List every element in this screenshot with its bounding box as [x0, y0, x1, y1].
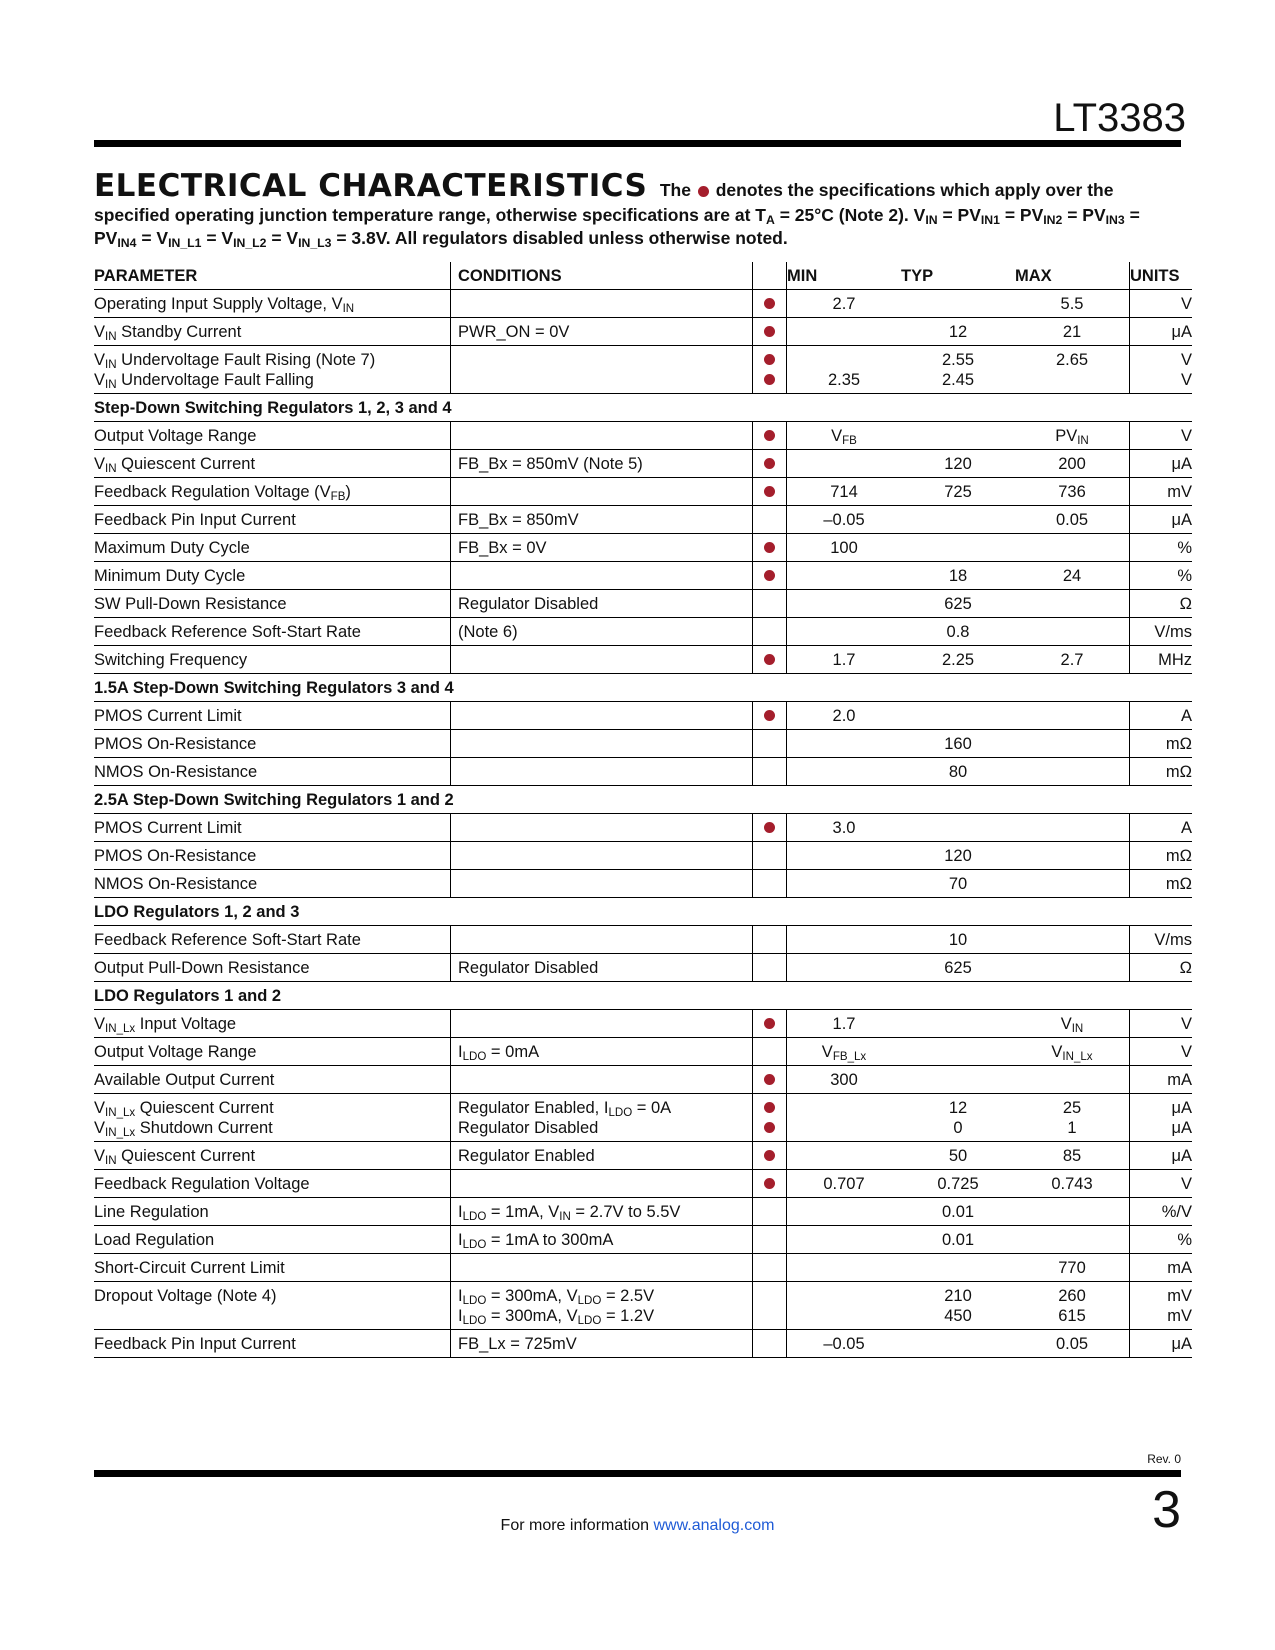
- table-cell: 80: [901, 758, 1015, 786]
- table-cell: 0.01: [901, 1226, 1015, 1254]
- bullet-icon: [764, 1018, 775, 1029]
- table-cell: 120: [901, 450, 1015, 478]
- bullet-icon: [764, 430, 775, 441]
- table-cell: 100: [787, 534, 902, 562]
- table-cell: μA: [1130, 450, 1193, 478]
- table-cell: [753, 1282, 787, 1330]
- table-cell: PMOS Current Limit: [94, 702, 451, 730]
- table-cell: [1015, 954, 1130, 982]
- table-cell: Feedback Regulation Voltage: [94, 1170, 451, 1198]
- table-row: [94, 1066, 1192, 1094]
- table-cell: [753, 758, 787, 786]
- table-cell: [451, 758, 753, 786]
- table-cell: V V: [1130, 346, 1193, 394]
- table-cell: Ω: [1130, 590, 1193, 618]
- section-row: [94, 394, 1192, 422]
- revision: Rev. 0: [1147, 1452, 1181, 1466]
- table-cell: [901, 1254, 1015, 1282]
- table-cell: [787, 954, 902, 982]
- table-cell: [451, 814, 753, 842]
- table-cell: V/ms: [1130, 926, 1193, 954]
- table-cell: [753, 590, 787, 618]
- table-cell: %: [1130, 562, 1193, 590]
- table-cell: V: [1130, 422, 1193, 450]
- table-cell: [901, 534, 1015, 562]
- table-cell: V: [1130, 290, 1193, 318]
- table-cell: [753, 814, 787, 842]
- table-cell: [787, 1254, 902, 1282]
- section-row: [94, 982, 1192, 1010]
- table-cell: Switching Frequency: [94, 646, 451, 674]
- table-cell: 25 1: [1015, 1094, 1130, 1142]
- table-cell: [753, 618, 787, 646]
- table-cell: [451, 730, 753, 758]
- table-cell: 0.01: [901, 1198, 1015, 1226]
- table-cell: $V_{IN\_Lx}$ Input Voltage: [94, 1010, 451, 1038]
- page-number: 3: [1152, 1481, 1181, 1539]
- table-cell: [787, 1094, 902, 1142]
- table-row: [94, 318, 1192, 346]
- table-cell: 714: [787, 478, 902, 506]
- table-cell: 50: [901, 1142, 1015, 1170]
- bullet-icon: [764, 654, 775, 665]
- table-cell: [451, 290, 753, 318]
- table-cell: 210 450: [901, 1282, 1015, 1330]
- table-cell: 85: [1015, 1142, 1130, 1170]
- table-cell: [1015, 618, 1130, 646]
- table-cell: 0.743: [1015, 1170, 1130, 1198]
- table-cell: [753, 346, 787, 394]
- table-cell: A: [1130, 702, 1193, 730]
- table-cell: mA: [1130, 1066, 1193, 1094]
- table-cell: 21: [1015, 318, 1130, 346]
- table-cell: $I_{LDO} = 1mA$ to 300mA: [451, 1226, 753, 1254]
- table-cell: [787, 318, 902, 346]
- table-cell: Regulator Disabled: [451, 590, 753, 618]
- table-cell: Line Regulation: [94, 1198, 451, 1226]
- table-cell: MHz: [1130, 646, 1193, 674]
- table-row: [94, 1226, 1192, 1254]
- table-cell: [451, 1254, 753, 1282]
- table-cell: 12: [901, 318, 1015, 346]
- header-conditions: CONDITIONS: [451, 262, 753, 290]
- table-cell: [901, 290, 1015, 318]
- table-cell: [753, 1038, 787, 1066]
- table-cell: Feedback Pin Input Current: [94, 506, 451, 534]
- header-typ: TYP: [901, 262, 1015, 290]
- table-cell: [451, 926, 753, 954]
- table-cell: 625: [901, 954, 1015, 982]
- table-cell: [451, 870, 753, 898]
- table-cell: $V_{IN}$ Standby Current: [94, 318, 451, 346]
- table-cell: [1015, 1198, 1130, 1226]
- footer-rule: [94, 1470, 1181, 1477]
- table-cell: Output Voltage Range: [94, 422, 451, 450]
- bullet-icon: [764, 298, 775, 309]
- table-row: [94, 618, 1192, 646]
- table-cell: [1015, 758, 1130, 786]
- table-cell: [451, 1066, 753, 1094]
- footer: [0, 1517, 1275, 1535]
- table-row: [94, 1198, 1192, 1226]
- table-cell: mΩ: [1130, 758, 1193, 786]
- table-cell: 10: [901, 926, 1015, 954]
- table-cell: 120: [901, 842, 1015, 870]
- table-row: [94, 702, 1192, 730]
- table-row: [94, 450, 1192, 478]
- table-row: [94, 954, 1192, 982]
- table-cell: 2.35: [787, 346, 902, 394]
- header-units: UNITS: [1130, 262, 1193, 290]
- table-row: [94, 534, 1192, 562]
- table-cell: $V_{IN}$ Undervoltage Fault Rising (Note 7) $V_{IN}$ Undervoltage Fault Falling: [94, 346, 451, 394]
- table-cell: μA μA: [1130, 1094, 1193, 1142]
- section-header: [94, 168, 1181, 250]
- bullet-icon: [764, 1122, 775, 1133]
- part-number: LT3383: [1053, 96, 1186, 140]
- table-cell: [1015, 814, 1130, 842]
- table-cell: –0.05: [787, 1330, 902, 1358]
- table-cell: [787, 730, 902, 758]
- table-cell: 2.7: [1015, 646, 1130, 674]
- table-cell: 770: [1015, 1254, 1130, 1282]
- table-cell: $V_{IN\_Lx}$: [1015, 1038, 1130, 1066]
- table-cell: PMOS On-Resistance: [94, 730, 451, 758]
- table-cell: [1015, 534, 1130, 562]
- table-cell: [1015, 590, 1130, 618]
- table-cell: Feedback Pin Input Current: [94, 1330, 451, 1358]
- table-cell: 1.7: [787, 1010, 902, 1038]
- table-cell: PWR_ON = 0V: [451, 318, 753, 346]
- table-cell: NMOS On-Resistance: [94, 870, 451, 898]
- table-cell: 260 615: [1015, 1282, 1130, 1330]
- table-cell: $I_{LDO} = 1mA$, $V_{IN} = 2.7V$ to 5.5V: [451, 1198, 753, 1226]
- table-cell: PMOS Current Limit: [94, 814, 451, 842]
- table-cell: [1015, 1226, 1130, 1254]
- table-cell: [753, 422, 787, 450]
- table-cell: [753, 1226, 787, 1254]
- table-header-row: [94, 262, 1192, 290]
- table-cell: [787, 590, 902, 618]
- section-row: [94, 674, 1192, 702]
- bullet-icon: [764, 1102, 775, 1113]
- table-cell: [787, 1282, 902, 1330]
- electrical-characteristics-table: [94, 262, 1192, 1358]
- bullet-icon: [764, 1150, 775, 1161]
- table-cell: 2.65: [1015, 346, 1130, 394]
- bullet-icon: [764, 710, 775, 721]
- table-cell: [901, 1066, 1015, 1094]
- table-cell: Regulator Enabled: [451, 1142, 753, 1170]
- table-cell: 0.05: [1015, 506, 1130, 534]
- table-cell: $V_{IN}$ Quiescent Current: [94, 1142, 451, 1170]
- table-cell: [1015, 842, 1130, 870]
- table-cell: [1015, 1066, 1130, 1094]
- table-cell: 200: [1015, 450, 1130, 478]
- bullet-icon: [764, 374, 775, 385]
- section-title: ELECTRICAL CHARACTERISTICS: [94, 168, 648, 204]
- table-cell: [451, 1170, 753, 1198]
- table-cell: $V_{IN\_Lx}$ Quiescent Current $V_{IN\_Lx}$ Shutdown Current: [94, 1094, 451, 1142]
- table-cell: [753, 1254, 787, 1282]
- table-cell: [901, 506, 1015, 534]
- table-cell: [753, 506, 787, 534]
- table-cell: [753, 954, 787, 982]
- table-cell: PMOS On-Resistance: [94, 842, 451, 870]
- table-cell: μA: [1130, 318, 1193, 346]
- section-description: The denotes the specifications which apply over the specified operating junction temperature range, otherwise specifications are at $T_A = 25^\circ C$ (Note 2). $V_{IN} = PV_{IN1} = PV_{IN2} = PV_{IN3} = PV_{IN4} = V_{IN\_L1} = V_{IN\_L2} = V_{IN\_L3} = 3.8V$. All regulators disabled unless otherwise noted.: [94, 180, 1140, 250]
- bullet-icon: [764, 486, 775, 497]
- table-cell: %: [1130, 1226, 1193, 1254]
- table-cell: [1015, 702, 1130, 730]
- table-cell: 736: [1015, 478, 1130, 506]
- table-cell: –0.05: [787, 506, 902, 534]
- table-cell: 5.5: [1015, 290, 1130, 318]
- footer-link[interactable]: www.analog.com: [653, 1517, 775, 1534]
- table-row: [94, 1254, 1192, 1282]
- table-cell: [753, 1330, 787, 1358]
- table-cell: [451, 478, 753, 506]
- table-cell: [753, 1094, 787, 1142]
- table-cell: Available Output Current: [94, 1066, 451, 1094]
- table-cell: μA: [1130, 1142, 1193, 1170]
- table-cell: Feedback Reference Soft-Start Rate: [94, 926, 451, 954]
- bullet-icon: [764, 354, 775, 365]
- table-cell: 0.8: [901, 618, 1015, 646]
- table-cell: 0.05: [1015, 1330, 1130, 1358]
- bullet-icon: [764, 1074, 775, 1085]
- table-cell: [787, 870, 902, 898]
- table-cell: [1015, 870, 1130, 898]
- table-cell: 625: [901, 590, 1015, 618]
- table-row: [94, 842, 1192, 870]
- table-cell: [787, 562, 902, 590]
- table-cell: $V_{FB\_Lx}$: [787, 1038, 902, 1066]
- table-cell: $I_{LDO} = 0mA$: [451, 1038, 753, 1066]
- table-cell: [787, 1142, 902, 1170]
- table-cell: 1.7: [787, 646, 902, 674]
- table-cell: 2.25: [901, 646, 1015, 674]
- table-row: [94, 926, 1192, 954]
- table-cell: [753, 478, 787, 506]
- table-row: [94, 346, 1192, 394]
- table-cell: V: [1130, 1170, 1193, 1198]
- header-rule: [94, 140, 1181, 147]
- table-row: [94, 506, 1192, 534]
- table-row: [94, 1094, 1192, 1142]
- table-cell: [753, 1066, 787, 1094]
- table-cell: FB_Bx = 850mV: [451, 506, 753, 534]
- table-cell: $V_{IN}$ Quiescent Current: [94, 450, 451, 478]
- bullet-icon: [764, 458, 775, 469]
- table-cell: [753, 842, 787, 870]
- table-cell: [787, 450, 902, 478]
- table-cell: [451, 562, 753, 590]
- table-cell: (Note 6): [451, 618, 753, 646]
- table-cell: [787, 618, 902, 646]
- table-cell: V: [1130, 1010, 1193, 1038]
- table-cell: 12 0: [901, 1094, 1015, 1142]
- table-cell: [451, 346, 753, 394]
- table-cell: Short-Circuit Current Limit: [94, 1254, 451, 1282]
- table-cell: $PV_{IN}$: [1015, 422, 1130, 450]
- table-cell: Regulator Enabled, $I_{LDO} = 0A$ Regulator Disabled: [451, 1094, 753, 1142]
- table-cell: [753, 290, 787, 318]
- table-cell: [901, 702, 1015, 730]
- table-cell: [787, 1226, 902, 1254]
- footer-text: For more information: [500, 1517, 650, 1534]
- table-cell: 300: [787, 1066, 902, 1094]
- table-cell: [1015, 926, 1130, 954]
- header-max: MAX: [1015, 262, 1130, 290]
- table-cell: 1.5A Step-Down Switching Regulators 3 and 4: [94, 674, 1192, 702]
- table-cell: V/ms: [1130, 618, 1193, 646]
- table-cell: [753, 646, 787, 674]
- bullet-icon: [698, 186, 709, 197]
- table-cell: 0.707: [787, 1170, 902, 1198]
- table-row: [94, 562, 1192, 590]
- table-cell: Step-Down Switching Regulators 1, 2, 3 and 4: [94, 394, 1192, 422]
- table-row: [94, 1170, 1192, 1198]
- table-cell: Feedback Regulation Voltage $(V_{FB})$: [94, 478, 451, 506]
- table-cell: 70: [901, 870, 1015, 898]
- table-cell: FB_Bx = 850mV (Note 5): [451, 450, 753, 478]
- table-cell: 24: [1015, 562, 1130, 590]
- table-cell: 2.7: [787, 290, 902, 318]
- table-cell: [753, 1142, 787, 1170]
- table-cell: [901, 1038, 1015, 1066]
- table-cell: 2.0: [787, 702, 902, 730]
- table-cell: [753, 534, 787, 562]
- table-cell: [787, 1198, 902, 1226]
- table-row: [94, 730, 1192, 758]
- table-cell: [753, 1170, 787, 1198]
- table-cell: $V_{IN}$: [1015, 1010, 1130, 1038]
- section-row: [94, 786, 1192, 814]
- table-cell: [753, 926, 787, 954]
- table-cell: [901, 1010, 1015, 1038]
- table-row: [94, 1142, 1192, 1170]
- header-min: MIN: [787, 262, 902, 290]
- table-cell: [901, 1330, 1015, 1358]
- table-cell: mΩ: [1130, 842, 1193, 870]
- table-cell: [787, 842, 902, 870]
- table-cell: μA: [1130, 1330, 1193, 1358]
- table-cell: mA: [1130, 1254, 1193, 1282]
- table-cell: 0.725: [901, 1170, 1015, 1198]
- table-cell: [1015, 730, 1130, 758]
- table-cell: [753, 702, 787, 730]
- table-cell: mΩ: [1130, 870, 1193, 898]
- header-parameter: PARAMETER: [94, 262, 451, 290]
- bullet-icon: [764, 542, 775, 553]
- bullet-icon: [764, 822, 775, 833]
- table-cell: %/V: [1130, 1198, 1193, 1226]
- table-cell: Regulator Disabled: [451, 954, 753, 982]
- table-cell: A: [1130, 814, 1193, 842]
- table-cell: μA: [1130, 506, 1193, 534]
- section-row: [94, 898, 1192, 926]
- table-cell: SW Pull-Down Resistance: [94, 590, 451, 618]
- table-cell: 3.0: [787, 814, 902, 842]
- table-row: [94, 590, 1192, 618]
- table-cell: FB_Bx = 0V: [451, 534, 753, 562]
- table-cell: [451, 646, 753, 674]
- bullet-icon: [764, 570, 775, 581]
- table-row: [94, 1010, 1192, 1038]
- table-cell: [753, 262, 787, 290]
- table-cell: [787, 758, 902, 786]
- table-cell: [901, 814, 1015, 842]
- table-cell: [753, 562, 787, 590]
- table-cell: mV mV: [1130, 1282, 1193, 1330]
- bullet-icon: [764, 326, 775, 337]
- table-cell: Operating Input Supply Voltage, $V_{IN}$: [94, 290, 451, 318]
- table-cell: NMOS On-Resistance: [94, 758, 451, 786]
- table-cell: LDO Regulators 1, 2 and 3: [94, 898, 1192, 926]
- table-cell: [787, 926, 902, 954]
- table-row: [94, 1330, 1192, 1358]
- table-cell: 2.5A Step-Down Switching Regulators 1 and 2: [94, 786, 1192, 814]
- table-cell: Dropout Voltage (Note 4): [94, 1282, 451, 1330]
- table-cell: [901, 422, 1015, 450]
- table-cell: 160: [901, 730, 1015, 758]
- table-cell: Feedback Reference Soft-Start Rate: [94, 618, 451, 646]
- table-cell: FB_Lx = 725mV: [451, 1330, 753, 1358]
- table-cell: [753, 1198, 787, 1226]
- table-cell: [451, 842, 753, 870]
- table-cell: $I_{LDO} = 300mA$, $V_{LDO} = 2.5V$ $I_{LDO} = 300mA$, $V_{LDO} = 1.2V$: [451, 1282, 753, 1330]
- table-cell: mV: [1130, 478, 1193, 506]
- table-row: [94, 422, 1192, 450]
- table-cell: [451, 422, 753, 450]
- table-cell: [753, 870, 787, 898]
- table-row: [94, 814, 1192, 842]
- table-cell: 18: [901, 562, 1015, 590]
- table-cell: LDO Regulators 1 and 2: [94, 982, 1192, 1010]
- table-cell: Output Pull-Down Resistance: [94, 954, 451, 982]
- table-row: [94, 290, 1192, 318]
- table-cell: Maximum Duty Cycle: [94, 534, 451, 562]
- table-cell: 725: [901, 478, 1015, 506]
- table-row: [94, 646, 1192, 674]
- table-cell: Load Regulation: [94, 1226, 451, 1254]
- table-cell: [753, 1010, 787, 1038]
- table-cell: Minimum Duty Cycle: [94, 562, 451, 590]
- table-cell: $V_{FB}$: [787, 422, 902, 450]
- table-cell: mΩ: [1130, 730, 1193, 758]
- table-row: [94, 1282, 1192, 1330]
- bullet-icon: [764, 1178, 775, 1189]
- table-row: [94, 870, 1192, 898]
- table-cell: %: [1130, 534, 1193, 562]
- table-cell: [753, 318, 787, 346]
- table-row: [94, 1038, 1192, 1066]
- table-cell: V: [1130, 1038, 1193, 1066]
- table-row: [94, 478, 1192, 506]
- table-cell: [753, 450, 787, 478]
- table-cell: [753, 730, 787, 758]
- table-cell: 2.55 2.45: [901, 346, 1015, 394]
- table-cell: [451, 1010, 753, 1038]
- table-cell: Output Voltage Range: [94, 1038, 451, 1066]
- table-row: [94, 758, 1192, 786]
- table-cell: [451, 702, 753, 730]
- table-cell: Ω: [1130, 954, 1193, 982]
